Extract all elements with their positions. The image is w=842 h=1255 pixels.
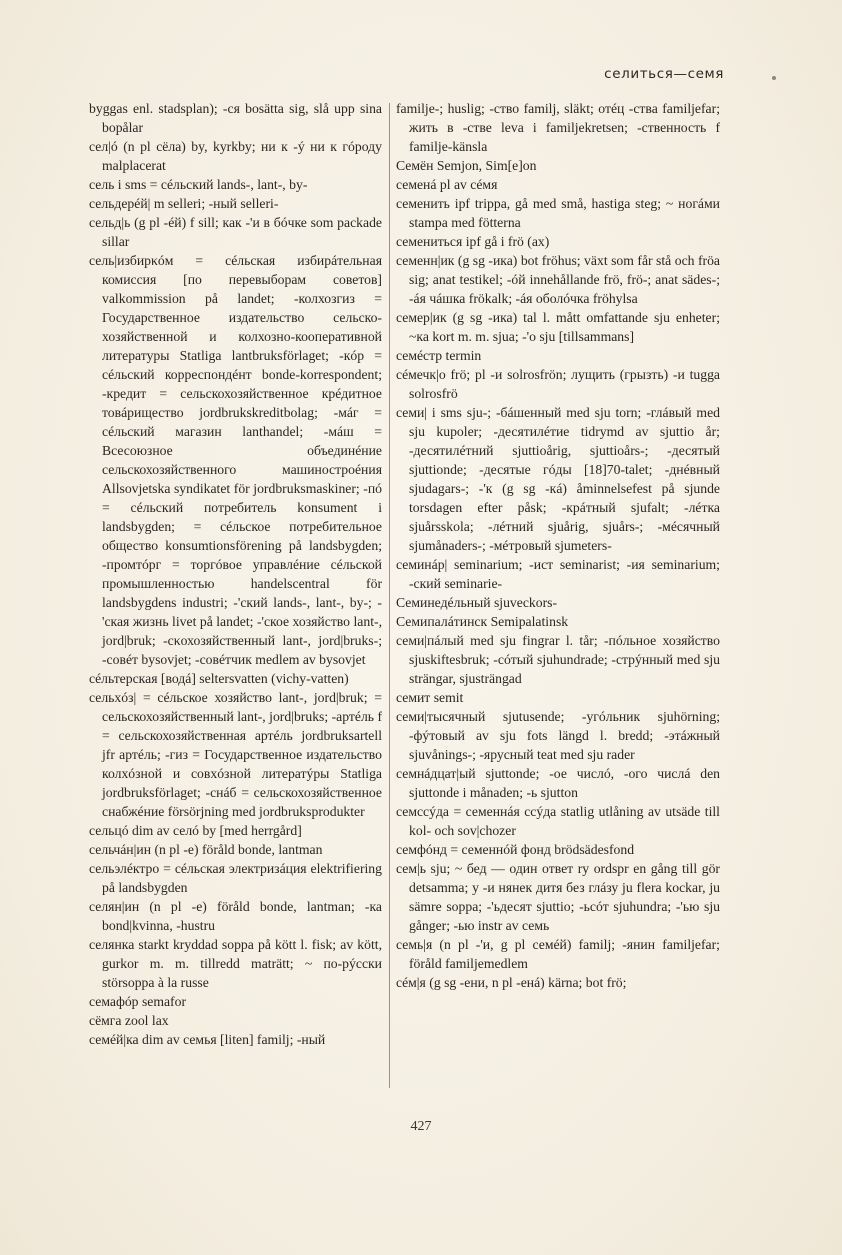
dictionary-entry: селянка starkt kryddad soppa på kött l. fisk; av kött, gurkor m. m. tillredd maträtt; ~ по-рýсски störsoppa à la russe (89, 937, 382, 990)
dictionary-entry: семенн|ик (g sg -ика) bot fröhus; växt som får stå och fröa sig; anat testikel; -óй innehållande frö, frö-; anat sädes-; -áя чáшка frökalk; -áя оболóчка fröhylsa (396, 253, 720, 306)
dictionary-entry: семь|я (n pl -'и, g pl семéй) familj; -янин familjefar; föråld familjemedlem (396, 937, 720, 971)
dictionary-entry: сéльтерская [водá] seltersvatten (vichy-vatten) (89, 671, 349, 686)
dictionary-entry: семи|тысячный sjutusende; -угóльник sjuhörning; -фýтовый av sju fots längd l. bredd; -этáжный sjuvånings-; -ярусный teat med sju rader (396, 709, 720, 762)
dictionary-entry: byggas enl. stadsplan); -ся bosätta sig, slå upp sina bopålar (89, 101, 382, 135)
dictionary-entry: Семипалáтинск Semipalatinsk (396, 614, 569, 629)
dictionary-entry: сель i sms = сéльский lands-, lant-, by- (89, 177, 308, 192)
dictionary-entry: сельд|ь (g pl -éй) f sill; как -'и в бóчке som packade sillar (89, 215, 382, 249)
dictionary-entry: сель|избирκóм = сéльская избирáтельная комиссия [по перевыборам советов] valkommission på landet; -колхозгиз = Государственное издательство сельско-хозяйственной и колхозно-кооперативной литературы Statliga lantbruksförlaget; -кóр = сéльский корреспондéнт bonde-korrespondent; -кредит = сельскохозяйственное крéдитное товáрищество jordbrukskreditbolag; -мáг = сéльский магазин lanthandel; -мáш = Всесоюзное объединéние сельскохозяйственного машиностроéния Allsovjetska syndikatet för jordbruksmaskiner; -пó = сéльский потребитель konsument i landsbygden; = сéльское потребительное общество konsumtionsförening på landsbygden; -промтóрг = торгóвое управлéние сéльской промышленностью handelscentral för landsbygdens industri; -'ский lands-, lant-, by-; -'ская жизнь livet på landet; -'ское хозяйство lant-, jord|bruk; -сκохозяйственный lant-, jord|bruks-; -совéт bysovjet; -совéтчик medlem av bysovjet (89, 253, 382, 667)
dictionary-entry: сёмга zool lax (89, 1013, 169, 1028)
dictionary-entry: селян|ин (n pl -е) föråld bonde, lantman; -ка bond|kvinna, -hustru (89, 899, 382, 933)
page-number: 427 (410, 1119, 432, 1134)
dictionary-entry: семафóр semafor (89, 994, 187, 1009)
dictionary-entry: семер|ик (g sg -ика) tal l. mått omfattande sju enheter; ~ка kort m. m. sjua; -'о sju [tillsammans] (396, 310, 720, 344)
dictionary-entry: семенить ipf trippa, gå med små, hastiga steg; ~ ногáми stampa med fötterna (396, 196, 720, 230)
running-head: селиться—семя (604, 66, 724, 82)
dictionary-entry: семссýда = семеннáя ссýда statlig utlåning av utsäde till kol- och sov|chozer (396, 804, 720, 838)
dictionary-entry: семениться ipf gå i frö (ax) (396, 234, 550, 249)
dictionary-entry: сел|ó (n pl сёла) by, kyrkby; ни к -ý ни к гóроду malplacerat (89, 139, 382, 173)
dictionary-entry: сельдерéй| m selleri; -ный selleri- (89, 196, 279, 211)
column-divider (389, 103, 390, 1088)
dictionary-entry: сельхóз| = сéльское хозяйство lant-, jord|bruk; = сельскохозяйственный lant-, jord|bruks; -артéль f = сельскохозяйственная артéль jordbruksartell jfr артéль; -гиз = Государственное издательство колхóзной и совхóзной литератýры Statliga jordbruksförlaget; -снáб = сельскохозяйственное снабжéние försörjning med jordbruksprodukter (89, 690, 382, 819)
right-column (396, 99, 720, 1089)
dictionary-entry: семенá pl av сéмя (396, 177, 498, 192)
dictionary-entry: сéмечк|о frö; pl -и solrosfrön; лущить (грызть) -и tugga solrosfrö (396, 367, 720, 401)
dictionary-entry: семи|пáлый med sju fingrar l. tår; -пóльное хозяйство sjuskiftesbruk; -сóтый sjuhundrade; -стрýнный med sju strängar, sjusträngad (396, 633, 720, 686)
dictionary-entry: семéстр termin (396, 348, 482, 363)
margin-dot (772, 76, 776, 80)
dictionary-entry: сельчáн|ин (n pl -е) föråld bonde, lantman (89, 842, 323, 857)
dictionary-entry: семи| i sms sju-; -бáшенный med sju torn; -глáвый med sju kupoler; -десятилéтие tidrymd av sjuttio år; -десятилéтний sjuttioårig, sjuttioårs-; -десятый sjuttionde; -десятые гóды [18]70-talet; -днéвный sjudagars-; -'к (g sg -кá) åminnelsefest på sjunde torsdagen efter påsk; -крáтный sjufalt; -лéтка sjuårsskola; -лéтний sjuårig, sjuårs-; -мéсячный sjumånaders-; -мéтровый sjumeters- (396, 405, 720, 553)
dictionary-entry: семинáр| seminarium; -ист seminarist; -ия seminarium; -ский seminarie- (396, 557, 720, 591)
dictionary-entry: семит semit (396, 690, 464, 705)
dictionary-entry: Семён Semjon, Sim[e]on (396, 158, 537, 173)
dictionary-entry: familje-; huslig; -ство familj, släkt; отéц -ства familjefar; жить в -стве leva i familjekretsen; -ственность f familje-känsla (396, 101, 720, 154)
dictionary-entry: семнáдцат|ый sjuttonde; -ое числó, -ого числá den sjuttonde i månaden; -ь sjutton (396, 766, 720, 800)
dictionary-entry: сельэлéктро = сéльская электризáция elektrifiering på landsbygden (89, 861, 382, 895)
dictionary-entry: сельцó dim av селó by [med herrgård] (89, 823, 302, 838)
dictionary-entry: сем|ь sju; ~ бед — один ответ ry ordspr en gång till gör detsamma; у -и нянек дитя без глáзу ju flera kockar, ju sämre soppa; -'ьдесят sjuttio; -ьсóт sjuhundra; -'ью sju gånger; -ью instr av семь (396, 861, 720, 933)
dictionary-entry: семфóнд = семеннóй фонд brödsädesfond (396, 842, 635, 857)
dictionary-entry: сéм|я (g sg -ени, n pl -енá) kärna; bot frö; (396, 975, 627, 990)
left-column (89, 99, 382, 1089)
dictionary-entry: Семинедéльный sjuveckors- (396, 595, 558, 610)
dictionary-entry: семéй|ка dim av семья [liten] familj; -ный (89, 1032, 326, 1047)
